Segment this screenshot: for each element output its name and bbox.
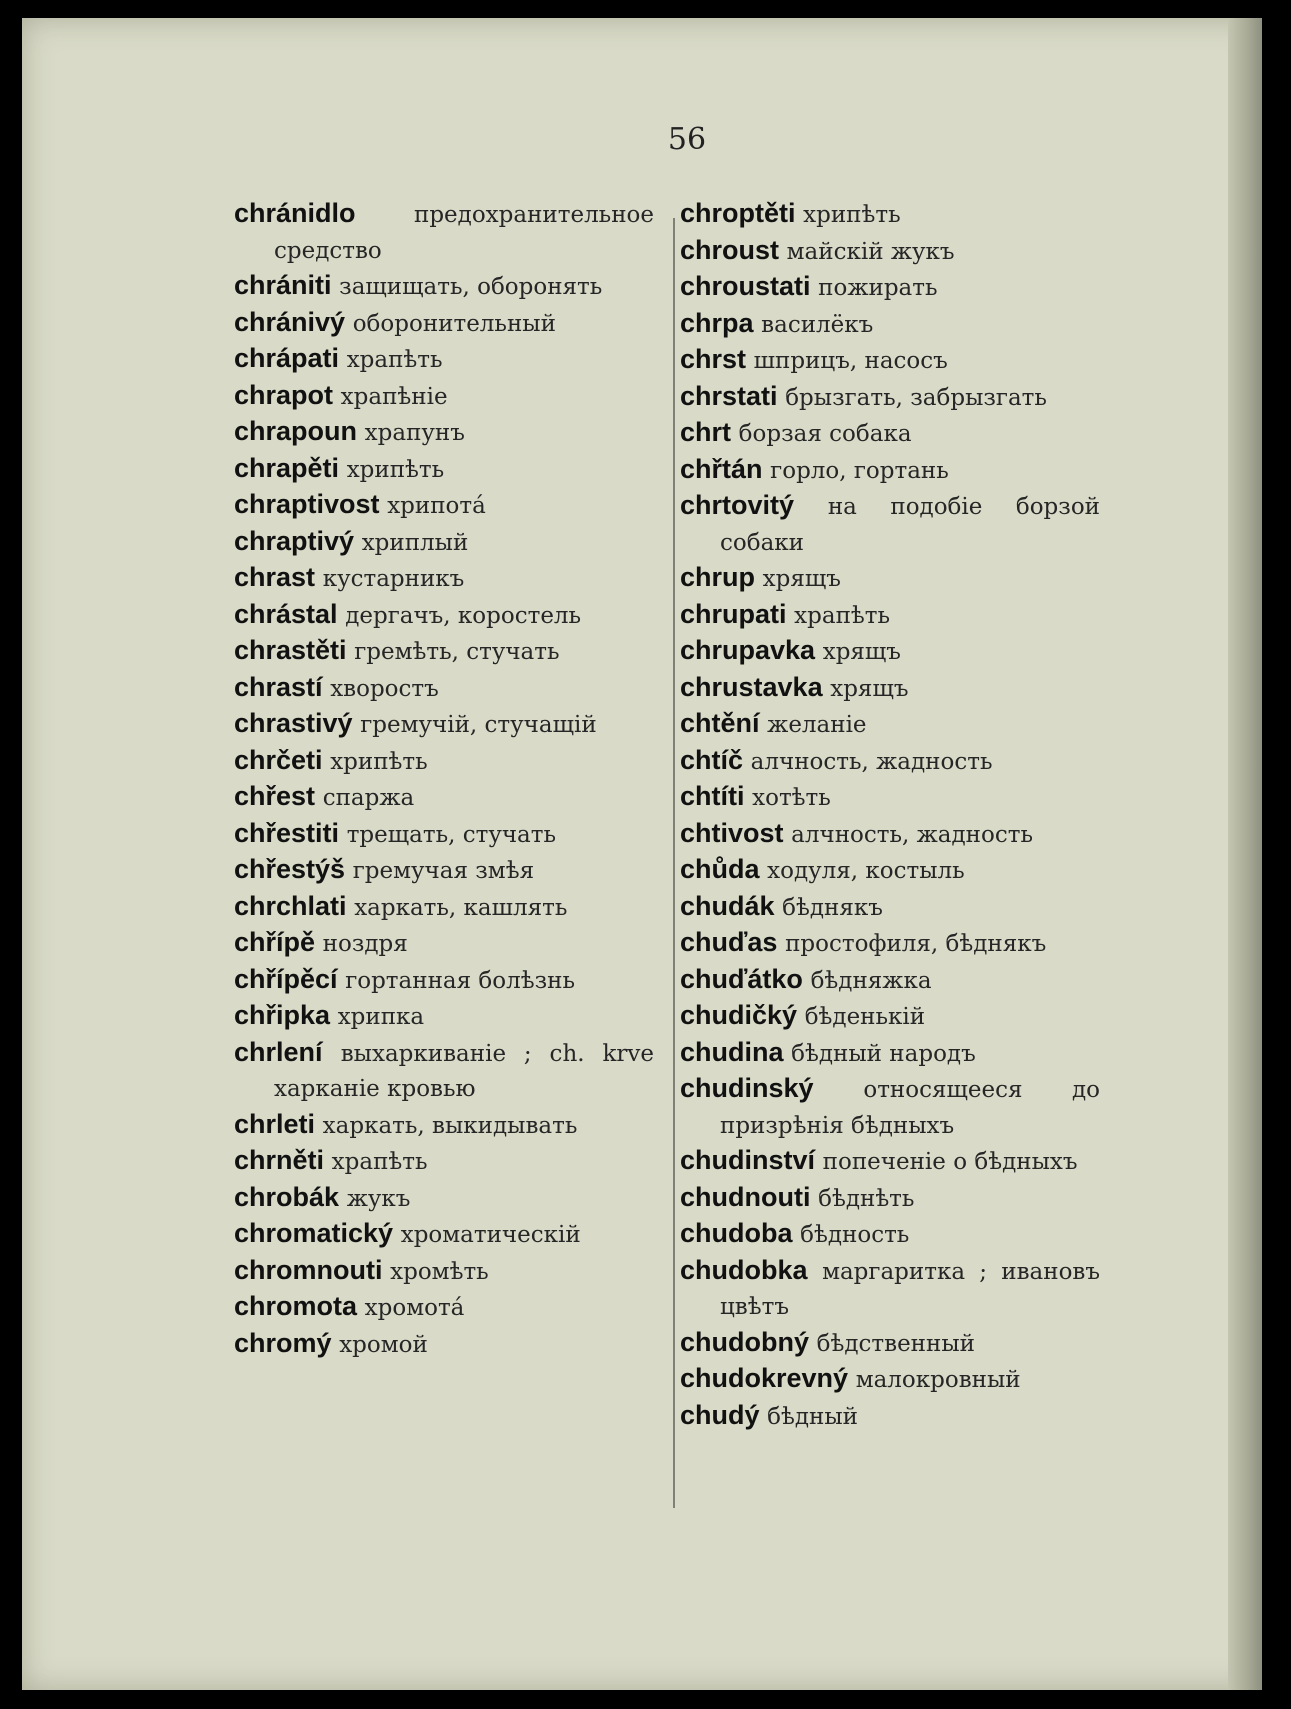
entry-definition: бѣдственный	[816, 1330, 975, 1357]
entry-definition: храпунъ	[364, 420, 465, 446]
dictionary-entry	[680, 196, 1100, 233]
dictionary-entry	[234, 1143, 654, 1180]
entry-definition: выхаркиваніе ; ch. krve харканіе кровью	[274, 1040, 654, 1102]
dictionary-entry	[680, 670, 1100, 707]
entry-definition: харкать, кашлять	[354, 894, 568, 921]
dictionary-entry	[680, 1325, 1100, 1362]
entry-definition: спаржа	[322, 785, 415, 811]
entry-definition: хрипка	[337, 1004, 425, 1030]
dictionary-entry	[680, 889, 1100, 926]
entry-headword: chrtovitý	[680, 490, 795, 520]
entry-definition: ноздря	[322, 931, 408, 957]
dictionary-entry	[680, 1398, 1100, 1435]
entry-definition: хромѣть	[390, 1258, 489, 1285]
dictionary-entry	[234, 451, 654, 488]
dictionary-entry	[234, 998, 654, 1035]
dictionary-entry	[234, 1035, 654, 1107]
entry-headword: chřtán	[680, 453, 763, 484]
entry-headword: chránidlo	[234, 198, 356, 228]
entry-definition: хромота́	[364, 1295, 465, 1321]
entry-definition: горло, гортань	[770, 457, 949, 484]
dictionary-entry	[680, 852, 1100, 889]
entry-definition: хрипѣть	[346, 456, 445, 483]
entry-definition: маргаритка ; ивановъ цвѣтъ	[720, 1258, 1100, 1320]
entry-definition: майскій жукъ	[786, 238, 955, 265]
dictionary-entry	[234, 560, 654, 597]
entry-headword: chromota	[234, 1291, 358, 1321]
entry-definition: хотѣть	[752, 785, 831, 811]
entry-definition: бѣдняжка	[810, 967, 932, 994]
dictionary-entry	[234, 196, 654, 268]
entry-definition: бѣдность	[800, 1222, 910, 1248]
dictionary-entry	[234, 1326, 654, 1363]
entry-definition: относящееся до призрѣнія бѣдныхъ	[720, 1077, 1100, 1139]
entry-headword: chrápati	[234, 343, 340, 373]
entry-definition: хрипѣть	[330, 748, 428, 775]
entry-definition: бѣденькій	[804, 1004, 926, 1030]
entry-definition: хромой	[339, 1331, 428, 1358]
entry-definition: ходуля, костыль	[767, 858, 965, 884]
entry-definition: хрящъ	[830, 675, 909, 702]
dictionary-entry	[234, 1216, 654, 1253]
dictionary-entry	[234, 305, 654, 342]
entry-headword: chrupati	[680, 598, 787, 629]
entry-definition: предохранительное средство	[274, 202, 654, 264]
dictionary-entry	[234, 925, 654, 962]
dictionary-entry	[234, 633, 654, 670]
entry-definition: храпѣть	[346, 347, 443, 373]
dictionary-entry	[234, 524, 654, 561]
entry-headword: chrlení	[234, 1036, 323, 1067]
dictionary-entry	[680, 415, 1100, 452]
dictionary-entry	[234, 889, 654, 926]
entry-headword: chřipka	[234, 1000, 331, 1030]
dictionary-entry	[680, 269, 1100, 306]
dictionary-entry	[234, 268, 654, 305]
entry-headword: chudinský	[680, 1073, 814, 1103]
entry-headword: chrstati	[680, 380, 778, 411]
entry-definition: пожирать	[818, 275, 938, 301]
entry-headword: chrup	[680, 562, 756, 592]
entry-definition: хрящъ	[822, 639, 901, 665]
entry-definition: гремучій, стучащій	[360, 712, 597, 738]
dictionary-entry	[680, 1361, 1100, 1398]
dictionary-entry	[680, 743, 1100, 780]
entry-definition: бѣдный	[767, 1403, 858, 1430]
entry-definition: храпѣніе	[340, 383, 448, 410]
entry-headword: chtíč	[680, 744, 744, 775]
entry-headword: chrpa	[680, 307, 754, 338]
entry-definition: хроматическій	[400, 1222, 581, 1248]
entry-definition: гортанная болѣзнь	[345, 967, 576, 994]
entry-headword: chrupavka	[680, 635, 816, 665]
entry-headword: chudokrevný	[680, 1363, 849, 1393]
entry-headword: chroust	[680, 234, 780, 265]
entry-definition: кустарникъ	[322, 566, 465, 592]
entry-definition: алчность, жадность	[750, 748, 993, 775]
entry-headword: chřípěcí	[234, 963, 338, 994]
entry-headword: chřestiti	[234, 817, 340, 848]
dictionary-entry	[680, 1253, 1100, 1325]
dictionary-entry	[680, 706, 1100, 743]
entry-headword: chudoba	[680, 1218, 793, 1248]
entry-headword: chrastí	[234, 671, 323, 702]
dictionary-entry	[234, 852, 654, 889]
entry-definition: простофиля, бѣднякъ	[785, 931, 1047, 957]
entry-headword: chrst	[680, 344, 747, 374]
entry-definition: хрипѣть	[803, 202, 901, 228]
entry-definition: василёкъ	[761, 311, 874, 338]
dictionary-entry	[680, 306, 1100, 343]
entry-headword: chrapoun	[234, 416, 358, 446]
entry-definition: хрипота́	[387, 493, 486, 519]
dictionary-entry	[234, 670, 654, 707]
entry-definition: малокровный	[855, 1367, 1021, 1393]
dictionary-entry	[234, 341, 654, 378]
entry-headword: chudinství	[680, 1145, 816, 1175]
dictionary-entry	[680, 597, 1100, 634]
dictionary-entry	[680, 998, 1100, 1035]
entry-headword: chudobný	[680, 1326, 809, 1357]
entry-headword: chrapot	[234, 379, 334, 410]
entry-headword: chtění	[680, 708, 760, 738]
entry-definition: бѣднѣть	[818, 1185, 915, 1212]
entry-definition: шприцъ, насосъ	[753, 348, 948, 374]
dictionary-entry	[680, 342, 1100, 379]
entry-headword: chtíti	[680, 781, 745, 811]
entry-headword: chřestýš	[234, 854, 346, 884]
entry-headword: chtivost	[680, 817, 784, 848]
entry-headword: chřípě	[234, 927, 316, 957]
entry-headword: chudák	[680, 890, 775, 921]
entry-headword: chrčeti	[234, 744, 323, 775]
entry-definition: дергачъ, коростель	[345, 602, 582, 629]
entry-definition: на подобіе борзой собаки	[720, 494, 1100, 556]
dictionary-entry	[680, 633, 1100, 670]
entry-definition: алчность, жадность	[791, 821, 1033, 848]
dictionary-entry	[234, 779, 654, 816]
dictionary-entry	[680, 1035, 1100, 1072]
entry-headword: chrastěti	[234, 635, 347, 665]
dictionary-entry	[234, 1180, 654, 1217]
dictionary-entry	[234, 414, 654, 451]
entry-headword: chrchlati	[234, 890, 347, 921]
entry-headword: chránivý	[234, 306, 346, 337]
entry-headword: chrastivý	[234, 708, 353, 738]
entry-headword: chrleti	[234, 1108, 316, 1139]
entry-definition: хриплый	[361, 529, 469, 556]
entry-definition: бѣднякъ	[782, 894, 883, 921]
entry-headword: chuďas	[680, 927, 778, 957]
entry-definition: гремучая змѣя	[352, 858, 535, 884]
dictionary-page	[22, 18, 1262, 1690]
dictionary-entry	[234, 1253, 654, 1290]
dictionary-entry	[234, 706, 654, 743]
entry-headword: chudobka	[680, 1254, 808, 1285]
dictionary-entry	[234, 816, 654, 853]
entry-headword: chudnouti	[680, 1181, 811, 1212]
entry-headword: chraptivý	[234, 525, 355, 556]
entry-definition: хрящъ	[762, 566, 841, 592]
entry-headword: chuďátko	[680, 963, 803, 994]
dictionary-entry	[680, 925, 1100, 962]
entry-definition: гремѣть, стучать	[354, 639, 560, 665]
dictionary-entry	[234, 1289, 654, 1326]
dictionary-entry	[234, 378, 654, 415]
dictionary-entry	[234, 1107, 654, 1144]
entry-headword: chroustati	[680, 271, 811, 301]
book-spine	[1228, 18, 1262, 1690]
entry-headword: chrániti	[234, 270, 332, 300]
dictionary-entry	[234, 962, 654, 999]
entry-headword: chrapěti	[234, 452, 340, 483]
dictionary-entry	[680, 816, 1100, 853]
dictionary-entry	[680, 779, 1100, 816]
entry-headword: chromnouti	[234, 1254, 383, 1285]
entry-definition: храпѣть	[794, 602, 891, 629]
entry-headword: chrt	[680, 417, 732, 447]
dictionary-entry	[680, 488, 1100, 560]
entry-definition: хворостъ	[330, 675, 439, 702]
entry-headword: chudičký	[680, 1000, 798, 1030]
entry-headword: chůda	[680, 854, 760, 884]
dictionary-entry	[680, 1180, 1100, 1217]
dictionary-entry	[680, 233, 1100, 270]
entry-definition: попеченіе о бѣдныхъ	[822, 1149, 1078, 1175]
dictionary-entry	[680, 1143, 1100, 1180]
entry-headword: chromý	[234, 1327, 332, 1358]
dictionary-entry	[680, 379, 1100, 416]
entry-headword: chrástal	[234, 598, 338, 629]
dictionary-entry	[680, 1071, 1100, 1143]
entry-headword: chroptěti	[680, 198, 796, 228]
entry-definition: брызгать, забрызгать	[785, 384, 1047, 411]
column-divider	[673, 218, 675, 1508]
entry-headword: chrast	[234, 562, 316, 592]
entry-headword: chudý	[680, 1399, 760, 1430]
dictionary-entry	[680, 452, 1100, 489]
dictionary-entry	[234, 743, 654, 780]
dictionary-entry	[234, 597, 654, 634]
entry-headword: chřest	[234, 781, 316, 811]
left-column	[234, 196, 654, 1362]
entry-headword: chrněti	[234, 1145, 325, 1175]
entry-definition: желаніе	[767, 712, 867, 738]
entry-definition: харкать, выкидывать	[322, 1112, 578, 1139]
entry-definition: оборонительный	[352, 310, 556, 337]
entry-definition: защищать, оборонять	[339, 274, 603, 300]
entry-headword: chraptivost	[234, 489, 380, 519]
entry-definition: борзая собака	[738, 421, 912, 447]
entry-headword: chudina	[680, 1036, 784, 1067]
entry-definition: храпѣть	[331, 1149, 428, 1175]
dictionary-entry	[234, 487, 654, 524]
page-number: 56	[667, 122, 707, 157]
entry-definition: трещать, стучать	[346, 821, 557, 848]
dictionary-entry	[680, 1216, 1100, 1253]
dictionary-entry	[680, 560, 1100, 597]
entry-definition: бѣдный народъ	[791, 1040, 976, 1067]
entry-headword: chrustavka	[680, 671, 823, 702]
right-column	[680, 196, 1100, 1434]
entry-headword: chrobák	[234, 1181, 340, 1212]
dictionary-entry	[680, 962, 1100, 999]
entry-definition: жукъ	[346, 1185, 411, 1212]
entry-headword: chromatický	[234, 1218, 394, 1248]
